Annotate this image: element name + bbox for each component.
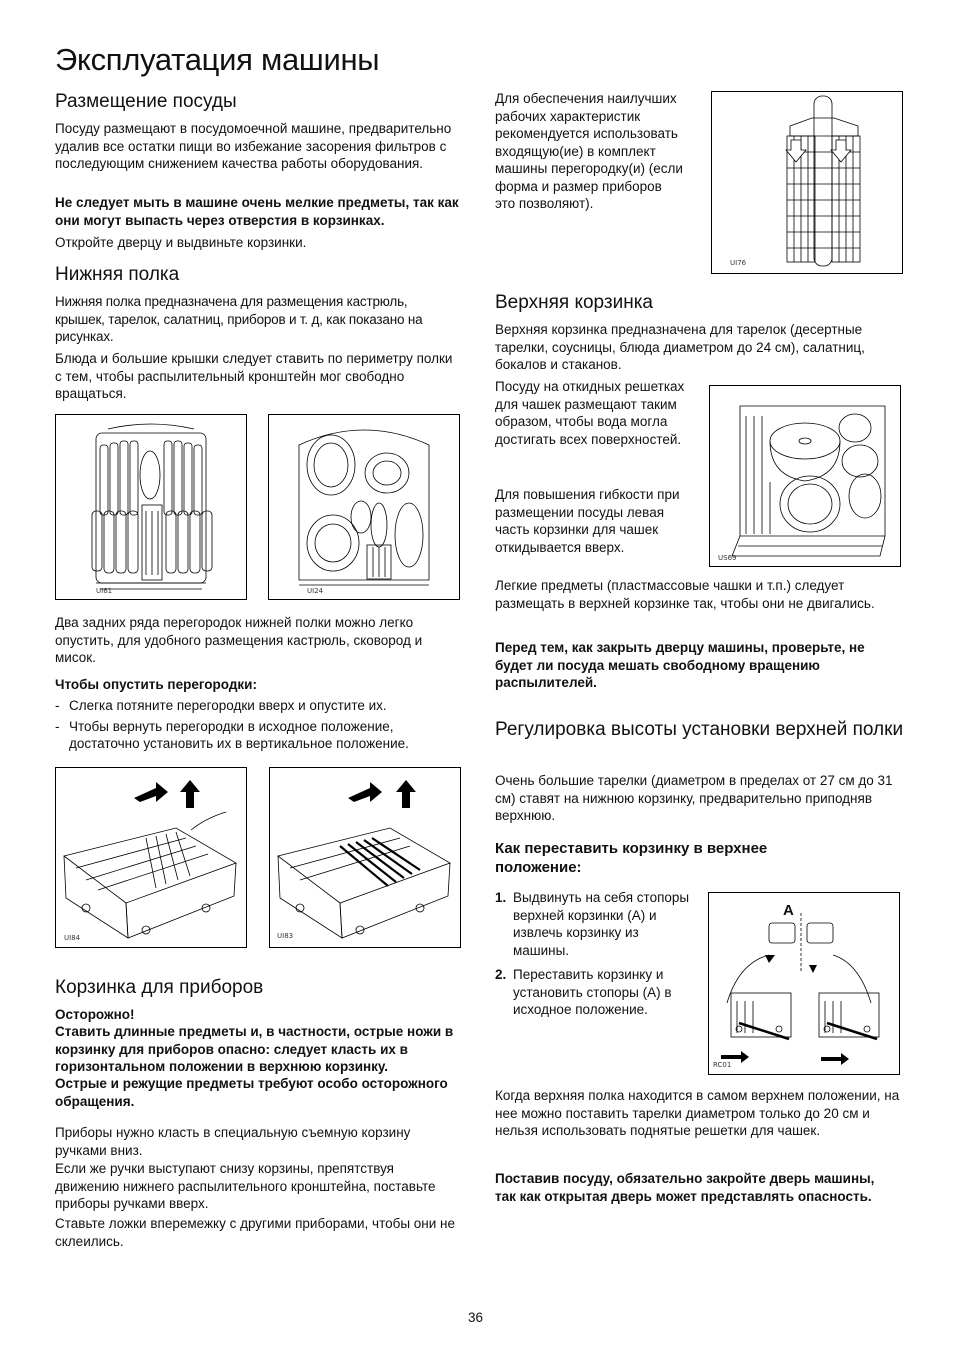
- upper-basket-flex-text: Для повышения гибкости при размещении посуды левая часть корзинки для чашек откидывается вверх.: [495, 487, 680, 555]
- lower-rack-rows-text: Два задних ряда перегородок нижней полки можно легко опустить, для удобного размещения кастрюль, сковород и мисок.: [55, 615, 423, 665]
- figure-code: US69: [718, 554, 737, 562]
- height-adjustment-top-position-text: Когда верхняя полка находится в самом верхнем положении, на нее можно поставить тарелки диаметром только до 20 см и нельзя использовать поднятые решетки для чашек.: [495, 1088, 900, 1138]
- upper-basket-cup-racks-text: Посуду на откидных решетках для чашек размещают таким образом, чтобы вода могла достигать всех поверхностей.: [495, 379, 685, 447]
- figure-cutlery-grid: [711, 91, 903, 274]
- figure-lower-rack-plates: [55, 414, 247, 600]
- cutlery-caution: Осторожно!: [55, 1007, 135, 1022]
- figure-code: UI76: [730, 259, 747, 267]
- step-text: Выдвинуть на себя стопоры верхней корзинки (А) и извлечь корзинку из машины.: [513, 890, 690, 958]
- height-adjustment-subheading: Как переставить корзинку в верхнее положение:: [495, 840, 768, 876]
- lower-rack-plates-illustration: [56, 415, 246, 599]
- cutlery-text-2: Если же ручки выступают снизу корзины, препятствуя движению нижнего распылительного кронштейна, поставьте приборы ручками вверх.: [55, 1161, 436, 1211]
- figure-code: UI24: [307, 587, 324, 595]
- upper-basket-illustration: [710, 386, 900, 566]
- cutlery-warning-knives: Ставить длинные предметы и, в частности, острые ножи в корзинку для приборов опасно: следует класть их в горизонтальном положении в верхнюю корзинку.: [55, 1024, 454, 1074]
- page-number: 36: [468, 1310, 484, 1325]
- fold-partitions-illustration-2: [270, 768, 460, 947]
- step-item: [495, 889, 690, 959]
- lower-rack-dishes-illustration: [269, 415, 459, 599]
- placement-open-door: Откройте дверцу и выдвиньте корзинки.: [55, 235, 307, 250]
- step-number: 2.: [495, 967, 507, 982]
- height-adjustment-steps: [495, 889, 690, 1019]
- list-item: - Чтобы вернуть перегородки в исходное положение, достаточно установить их в вертикальное положение.: [55, 718, 460, 753]
- height-adjustment-text: Очень большие тарелки (диаметром в пределах от 27 см до 31 см) ставят на нижнюю корзинку, предварительно приподняв верхнюю.: [495, 773, 893, 823]
- figure-lower-rack-dishes: [268, 414, 460, 600]
- upper-basket-light-items-text: Легкие предметы (пластмассовые чашки и т.п.) следует размещать в верхней корзинке так, чтобы они не двигались.: [495, 578, 875, 611]
- lower-partitions-subheading: Чтобы опустить перегородки:: [55, 677, 257, 692]
- cutlery-text-3: Ставьте ложки вперемежку с другими приборами, чтобы они не склеились.: [55, 1216, 456, 1249]
- upper-basket-warning: Перед тем, как закрыть дверцу машины, проверьте, не будет ли посуда мешать свободному вращению распылителей.: [495, 640, 865, 690]
- figure-fold-partitions-1: [55, 767, 247, 948]
- page-title: Эксплуатация машины: [55, 42, 380, 77]
- figure-code: UI83: [277, 932, 294, 940]
- cutlery-warning-sharp: Острые и режущие предметы требуют особо осторожного обращения.: [55, 1076, 448, 1109]
- cutlery-grid-text: Для обеспечения наилучших рабочих характеристик рекомендуется использовать входящую(ие) в комплект машины перегородку(и) (если форма и размер приборов это позволяют).: [495, 91, 683, 211]
- heading-cutlery-basket: Корзинка для приборов: [55, 977, 264, 998]
- lower-rack-text: Нижняя полка предназначена для размещения кастрюль, крышек, тарелок, салатниц, приборов и т. д, как показано на рисунках.: [55, 294, 423, 344]
- fold-partitions-illustration-1: [56, 768, 246, 947]
- placement-text: Посуду размещают в посудомоечной машине, предварительно удалив все остатки пищи во избежание засорения фильтров с последующим снижением качества работы оборудования.: [55, 121, 452, 171]
- figure-upper-basket: [709, 385, 901, 567]
- lower-partitions-list: [55, 697, 460, 753]
- heading-height-adjustment: Регулировка высоты установки верхней полки: [495, 719, 904, 740]
- stopper-label: A: [783, 902, 794, 919]
- figure-code: RC01: [713, 1061, 732, 1069]
- step-item: [495, 966, 690, 1019]
- step-text: Переставить корзинку и установить стопоры (А) в исходное положение.: [513, 967, 672, 1017]
- height-adjustment-warning: Поставив посуду, обязательно закройте дверь машины, так как открытая дверь может представлять опасность.: [495, 1171, 875, 1204]
- placement-warning: Не следует мыть в машине очень мелкие предметы, так как они могут выпасть через отверстия в корзинках.: [55, 195, 459, 228]
- figure-height-adjustment: [708, 892, 900, 1075]
- figure-code: UI84: [64, 934, 81, 942]
- heading-lower-rack: Нижняя полка: [55, 264, 180, 285]
- cutlery-text-1: Приборы нужно класть в специальную съемную корзину ручками вниз.: [55, 1125, 411, 1158]
- cutlery-grid-illustration: [712, 92, 902, 273]
- height-adjustment-illustration: [709, 893, 899, 1074]
- step-number: 1.: [495, 890, 507, 905]
- list-item: - Слегка потяните перегородки вверх и опустите их.: [55, 697, 460, 715]
- heading-upper-basket: Верхняя корзинка: [495, 292, 654, 313]
- lower-rack-perimeter-text: Блюда и большие крышки следует ставить по периметру полки с тем, чтобы распылительный кронштейн мог свободно вращаться.: [55, 351, 453, 401]
- figure-code: UI61: [96, 587, 113, 595]
- upper-basket-text: Верхняя корзинка предназначена для тарелок (десертные тарелки, соусницы, блюда диаметром до 24 см), салатниц, бокалов и стаканов.: [495, 322, 865, 372]
- heading-placement: Размещение посуды: [55, 91, 237, 112]
- figure-fold-partitions-2: [269, 767, 461, 948]
